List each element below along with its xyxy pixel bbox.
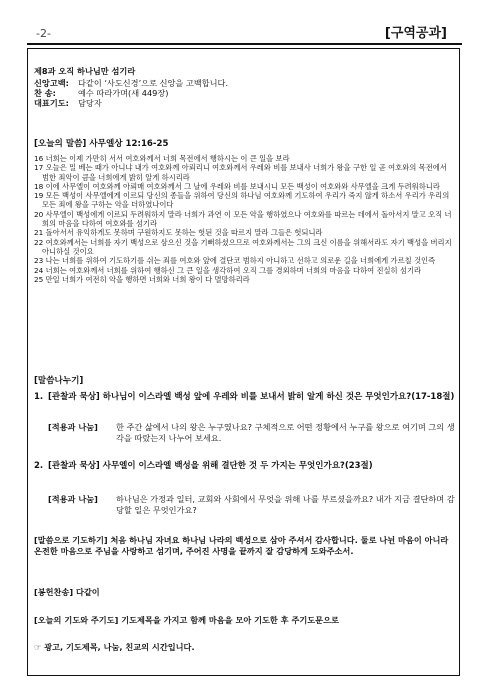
verse-19: 19 모든 백성이 사무엘에게 이르되 당신의 종들을 위하여 당신의 하나님 여호와께 기도하여 우리가 죽지 않게 하소서 우리가 우리의 모든 죄에 왕을 구하는 악을 더하였나이다 bbox=[34, 191, 450, 210]
info-row-prayer bbox=[34, 98, 455, 108]
discussion-heading: [말씀나누기] bbox=[34, 376, 84, 386]
lesson-title: 제8과 오직 하나님만 섬기라 bbox=[34, 66, 136, 76]
section-tag: [구역공과] bbox=[384, 26, 447, 41]
application-2 bbox=[34, 494, 455, 515]
verse-20: 20 사무엘이 백성에게 이르되 두려워하지 말라 너희가 과연 이 모든 악을 행하였으나 여호와를 따르는 데에서 돌아서지 말고 오직 너희의 마음을 다하여 여호와를 섬기라 bbox=[34, 209, 452, 229]
application-text: 한 주간 삶에서 나의 왕은 누구였나요? 구체적으로 어떤 정황에서 누구를 왕으로 여기며 그의 생각을 따랐는지 나누어 보세요. bbox=[116, 422, 455, 443]
verse-22: 22 여호와께서는 너희를 자기 백성으로 삼으신 것을 기뻐하셨으므로 여호와께서는 그의 크신 이름을 위해서라도 자기 백성을 버리지 아니하실 것이요 bbox=[34, 237, 452, 256]
page-number: -2- bbox=[36, 27, 51, 40]
info-row-creed bbox=[34, 78, 455, 88]
question-number: 1. bbox=[34, 392, 44, 402]
info-value: 다같이 ‘사도신경’으로 신앙을 고백합니다. bbox=[78, 78, 229, 88]
offering-hymn: [봉헌찬송] 다같이 bbox=[34, 587, 100, 597]
verse-16: 16 너희는 이제 가만히 서서 여호와께서 너희 목전에서 행하시는 이 큰 일을 보라 bbox=[34, 154, 290, 163]
header-rule bbox=[27, 43, 462, 45]
info-value: 담당자 bbox=[78, 98, 102, 108]
application-label: [적용과 나눔] bbox=[48, 494, 98, 504]
verse-21: 21 돌아서서 유익하게도 못하며 구원하지도 못하는 헛된 것을 따르지 말라 그들은 헛되니라 bbox=[34, 228, 323, 238]
info-row-hymn bbox=[34, 88, 455, 98]
question-number: 2. bbox=[34, 461, 44, 471]
info-key: 신앙고백: bbox=[34, 78, 69, 88]
group-prayer: [오늘의 기도와 주기도] 기도제목을 가지고 함께 마음을 모아 기도한 후 주기도문으로 bbox=[34, 615, 339, 625]
verse-24: 24 너희는 여호와께서 너희를 위하여 행하신 그 큰 일을 생각하여 오직 그를 경외하며 너희의 마음을 다하여 진실히 섬기라 bbox=[34, 265, 422, 275]
question-text: [관찰과 묵상] 하나님이 이스라엘 백성 앞에 우레와 비를 보내서 밝히 알게 하신 것은 무엇인가요?(17-18절) bbox=[48, 392, 455, 402]
info-key: 대표기도: bbox=[34, 98, 69, 108]
question-1 bbox=[34, 392, 455, 403]
verse-17: 17 오늘은 밀 베는 때가 아니냐 내가 여호와께 아뢰리니 여호와께서 우레와 비를 보내사 너희가 왕을 구한 일 곧 여호와의 목전에서 범한 죄악이 큼을 너희에게 밝히 알게 하시리라 bbox=[34, 163, 447, 182]
info-value: 예수 따라가며(새 449장) bbox=[78, 88, 169, 98]
footer-note: ☞ 광고, 기도제목, 나눔, 친교의 시간입니다. bbox=[34, 642, 195, 652]
application-1 bbox=[34, 422, 455, 443]
question-2 bbox=[34, 461, 455, 472]
lesson-info bbox=[34, 78, 455, 108]
application-label: [적용과 나눔] bbox=[48, 422, 98, 432]
verse-25: 25 만일 너희가 여전히 악을 행하면 너희와 너희 왕이 다 멸망하리라 bbox=[34, 274, 250, 284]
application-text: 하나님은 가정과 일터, 교회와 사회에서 무엇을 위해 나를 부르셨을까요? 내가 지금 결단하며 감당할 일은 무엇인가요? bbox=[116, 494, 455, 515]
scripture-verses bbox=[34, 154, 455, 284]
scripture-heading: [오늘의 말씀] 사무엘상 12:16-25 bbox=[34, 139, 169, 149]
info-key: 찬 송: bbox=[34, 88, 56, 98]
closing-prayer: [말씀으로 기도하기] 처음 하나님 자녀요 하나님 나라의 백성으로 삼아 주셔서 감사합니다. 둘로 나뉜 마음이 아니라 온전한 마음으로 주님을 사랑하고 섬기며, 주어진 사명을 끝까지 잘 감당하게 도와주소서. bbox=[34, 535, 449, 556]
verse-18: 18 이에 사무엘이 여호와께 아뢰매 여호와께서 그 날에 우레와 비를 보내시니 모든 백성이 여호와와 사무엘을 크게 두려워하니라 bbox=[34, 181, 440, 191]
question-text: [관찰과 묵상] 사무엘이 이스라엘 백성을 위해 결단한 것 두 가지는 무엇인가요?(23절) bbox=[48, 461, 373, 471]
verse-23: 23 나는 너희를 위하여 기도하기를 쉬는 죄를 여호와 앞에 결단코 범하지 아니하고 선하고 의로운 길을 너희에게 가르칠 것인즉 bbox=[34, 256, 436, 266]
